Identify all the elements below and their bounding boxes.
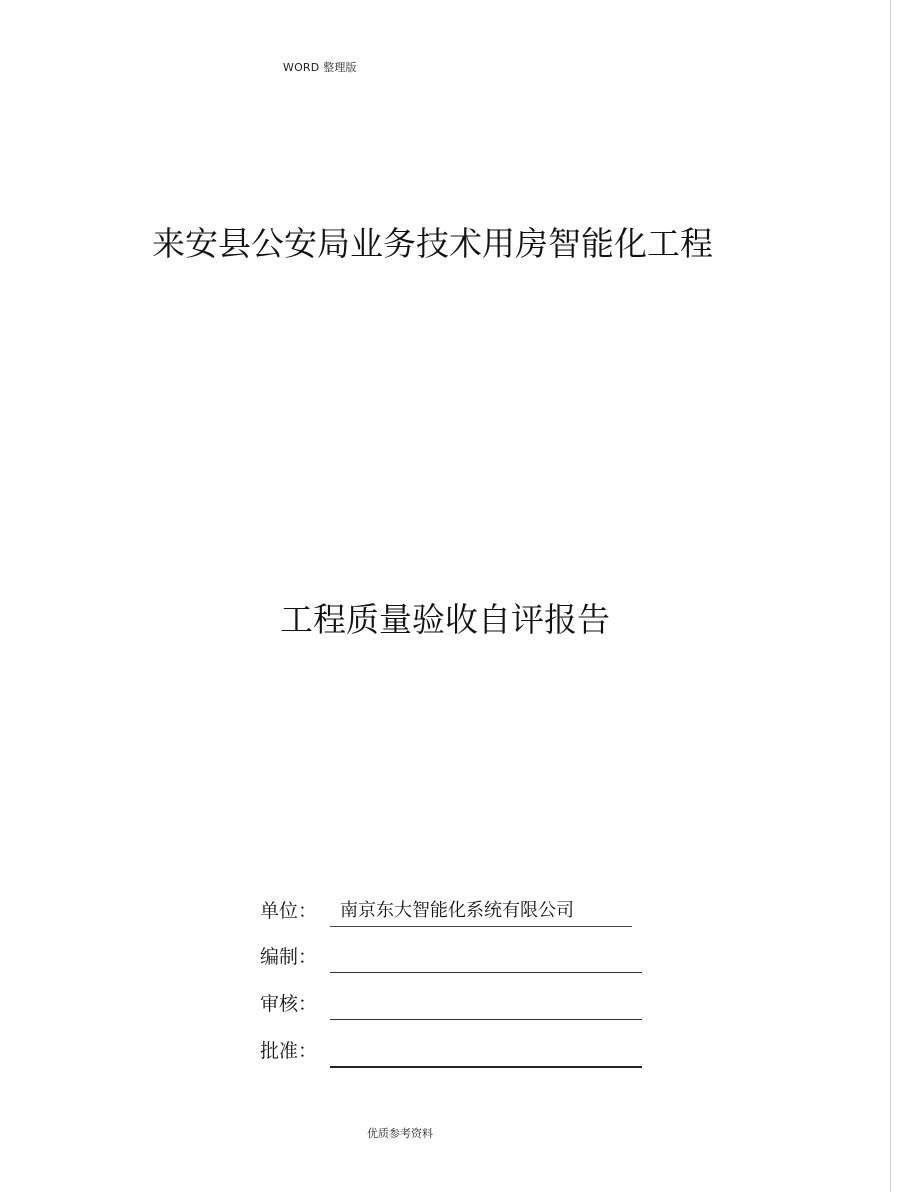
field-row-compiled-by xyxy=(260,944,660,976)
approved-by-label: 批准： xyxy=(260,1040,318,1062)
project-title: 来安县公安局业务技术用房智能化工程 xyxy=(152,224,713,263)
report-title: 工程质量验收自评报告 xyxy=(280,600,610,639)
reviewed-by-label: 审核： xyxy=(260,993,318,1015)
compiled-by-underline xyxy=(330,972,642,973)
reviewed-by-underline xyxy=(330,1019,642,1020)
approved-by-underline xyxy=(330,1066,642,1068)
unit-value: 南京东大智能化系统有限公司 xyxy=(340,900,574,921)
header-note: WORD 整理版 xyxy=(283,61,357,74)
unit-underline xyxy=(330,926,632,927)
footer-note: 优质参考资料 xyxy=(367,1127,433,1140)
field-row-reviewed-by xyxy=(260,991,660,1023)
page-edge-divider xyxy=(890,0,891,1192)
field-row-unit xyxy=(260,898,660,930)
field-row-approved-by xyxy=(260,1038,660,1070)
compiled-by-label: 编制： xyxy=(260,946,318,968)
unit-label: 单位： xyxy=(260,900,318,922)
